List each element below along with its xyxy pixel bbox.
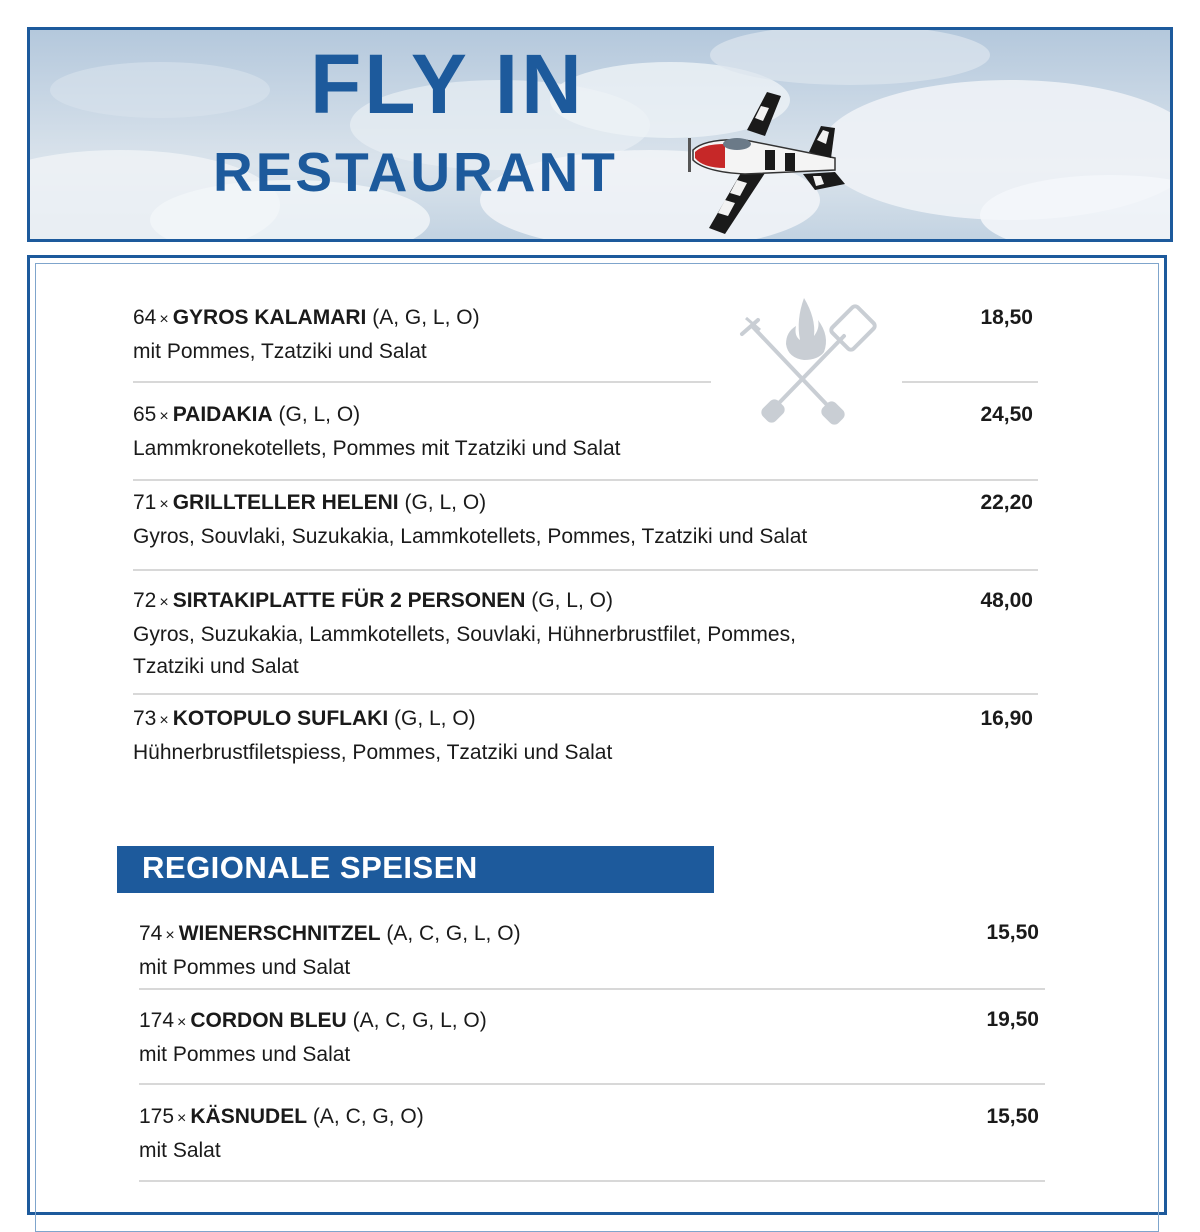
menu-item-71 bbox=[133, 487, 807, 553]
header-banner bbox=[27, 27, 1173, 242]
item-number: 175 bbox=[139, 1105, 175, 1128]
item-name: PAIDAKIA bbox=[172, 403, 273, 426]
item-price: 24,50 bbox=[980, 403, 1033, 426]
separator bbox=[133, 479, 1038, 481]
separator bbox=[133, 693, 1038, 695]
item-description: mit Pommes und Salat bbox=[139, 1043, 351, 1066]
menu-item-73 bbox=[133, 703, 612, 769]
separator bbox=[139, 988, 1045, 990]
item-description: Gyros, Suzukakia, Lammkotellets, Souvlaki, Hühnerbrustfilet, Pommes, bbox=[133, 623, 796, 646]
item-name: GYROS KALAMARI bbox=[172, 306, 367, 329]
item-allergens: (A, C, G, L, O) bbox=[386, 922, 521, 945]
separator bbox=[133, 381, 711, 383]
item-name: CORDON BLEU bbox=[190, 1009, 347, 1032]
airplane-icon bbox=[685, 88, 850, 238]
menu-item-65 bbox=[133, 399, 620, 465]
item-name: KÄSNUDEL bbox=[190, 1105, 308, 1128]
item-allergens: (A, C, G, O) bbox=[312, 1105, 424, 1128]
item-name: KOTOPULO SUFLAKI bbox=[172, 707, 389, 730]
item-marker: × bbox=[159, 712, 169, 729]
restaurant-subtitle: RESTAURANT bbox=[213, 141, 618, 203]
item-marker: × bbox=[177, 1014, 187, 1031]
item-name: SIRTAKIPLATTE FÜR 2 PERSONEN bbox=[172, 589, 526, 612]
item-number: 174 bbox=[139, 1009, 175, 1032]
grill-tools-icon bbox=[738, 296, 878, 428]
item-description: Tzatziki und Salat bbox=[133, 655, 299, 678]
item-marker: × bbox=[159, 311, 169, 328]
item-marker: × bbox=[159, 408, 169, 425]
item-number: 73 bbox=[133, 707, 157, 730]
item-marker: × bbox=[159, 594, 169, 611]
item-description: mit Salat bbox=[139, 1139, 221, 1162]
item-description: Lammkronekotellets, Pommes mit Tzatziki und Salat bbox=[133, 437, 621, 460]
item-price: 18,50 bbox=[980, 306, 1033, 329]
section-title: REGIONALE SPEISEN bbox=[142, 850, 478, 885]
item-name: GRILLTELLER HELENI bbox=[172, 491, 399, 514]
item-description: Gyros, Souvlaki, Suzukakia, Lammkotellets, Pommes, Tzatziki und Salat bbox=[133, 525, 808, 548]
item-allergens: (G, L, O) bbox=[278, 403, 361, 426]
item-price: 15,50 bbox=[986, 1105, 1039, 1128]
item-marker: × bbox=[177, 1110, 187, 1127]
item-number: 72 bbox=[133, 589, 157, 612]
item-allergens: (A, G, L, O) bbox=[372, 306, 480, 329]
separator bbox=[902, 381, 1038, 383]
item-allergens: (G, L, O) bbox=[531, 589, 613, 612]
menu-item-74 bbox=[139, 918, 521, 984]
item-number: 64 bbox=[133, 306, 157, 329]
item-price: 15,50 bbox=[986, 921, 1039, 944]
item-allergens: (G, L, O) bbox=[404, 491, 487, 514]
item-description: Hühnerbrustfiletspiess, Pommes, Tzatziki und Salat bbox=[133, 741, 613, 764]
separator bbox=[133, 569, 1038, 571]
item-price: 16,90 bbox=[980, 707, 1033, 730]
item-price: 19,50 bbox=[986, 1008, 1039, 1031]
item-allergens: (G, L, O) bbox=[394, 707, 476, 730]
item-number: 65 bbox=[133, 403, 157, 426]
separator bbox=[139, 1180, 1045, 1182]
section-header-regional bbox=[117, 846, 714, 893]
separator bbox=[139, 1083, 1045, 1085]
item-number: 74 bbox=[139, 922, 163, 945]
item-price: 22,20 bbox=[980, 491, 1033, 514]
restaurant-title: FLY IN bbox=[310, 37, 585, 131]
item-allergens: (A, C, G, L, O) bbox=[352, 1009, 487, 1032]
item-name: WIENERSCHNITZEL bbox=[178, 922, 381, 945]
menu-item-174 bbox=[139, 1005, 487, 1071]
menu-item-175 bbox=[139, 1101, 424, 1167]
item-description: mit Pommes, Tzatziki und Salat bbox=[133, 340, 427, 363]
item-description: mit Pommes und Salat bbox=[139, 956, 351, 979]
clouds-background bbox=[30, 30, 1170, 239]
item-marker: × bbox=[165, 927, 175, 944]
menu-item-64 bbox=[133, 302, 480, 368]
item-marker: × bbox=[159, 496, 169, 513]
item-number: 71 bbox=[133, 491, 157, 514]
menu-item-72 bbox=[133, 585, 796, 683]
item-price: 48,00 bbox=[980, 589, 1033, 612]
